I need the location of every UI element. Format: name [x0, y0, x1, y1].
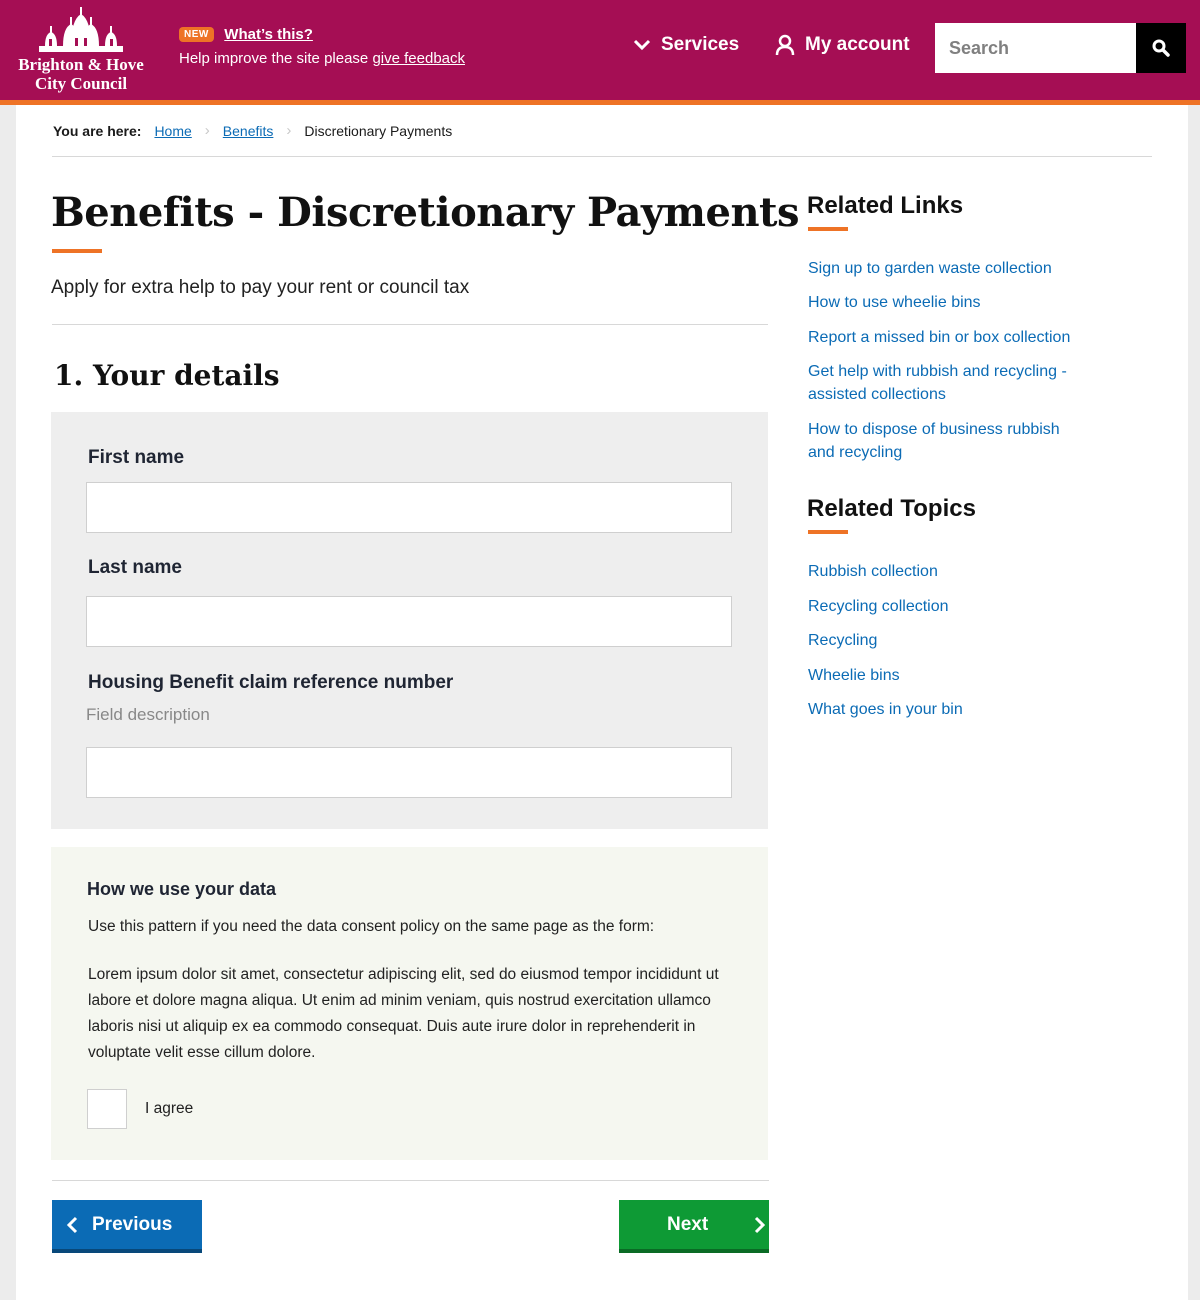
- first-name-field[interactable]: [86, 482, 732, 533]
- content-card: [16, 105, 1188, 1300]
- related-link-assisted-collections[interactable]: Get help with rubbish and recycling - assisted collections: [808, 363, 1067, 403]
- related-link-business-rubbish[interactable]: How to dispose of business rubbish and recycling: [808, 421, 1060, 461]
- give-feedback-link[interactable]: give feedback: [372, 50, 466, 67]
- data-consent-panel: [51, 847, 768, 1160]
- new-badge: NEW: [179, 27, 214, 42]
- details-form: [51, 412, 768, 829]
- related-links-heading: Related Links: [807, 192, 964, 219]
- previous-label: Previous: [92, 1213, 173, 1235]
- breadcrumb-separator-icon: ›: [286, 122, 292, 139]
- related-topic-what-goes-in-bin[interactable]: What goes in your bin: [808, 701, 963, 718]
- related-topic-recycling-collection[interactable]: Recycling collection: [808, 598, 949, 615]
- council-logo[interactable]: [16, 6, 146, 94]
- related-link-wheelie-bins[interactable]: How to use wheelie bins: [808, 294, 981, 311]
- housing-benefit-ref-description: Field description: [86, 705, 210, 724]
- section-title: 1. Your details: [54, 359, 280, 392]
- lead-divider: [52, 324, 768, 325]
- site-header: [0, 0, 1200, 105]
- services-label: Services: [661, 34, 740, 55]
- beta-banner: [179, 26, 465, 67]
- last-name-label: Last name: [88, 557, 182, 578]
- my-account-label: My account: [805, 34, 910, 55]
- housing-benefit-ref-field[interactable]: [86, 747, 732, 798]
- help-improve-text: [179, 50, 465, 67]
- chevron-right-icon: [754, 1216, 766, 1234]
- chevron-left-icon: [66, 1216, 78, 1234]
- agree-label[interactable]: I agree: [145, 1100, 194, 1117]
- help-text: Help improve the site please: [179, 50, 369, 67]
- whats-this-link[interactable]: What’s this?: [224, 26, 313, 44]
- site-search: [935, 23, 1186, 73]
- next-button[interactable]: [619, 1200, 769, 1253]
- user-icon: [775, 34, 795, 56]
- breadcrumb-divider: [52, 156, 1152, 157]
- related-topics-heading: Related Topics: [807, 495, 976, 522]
- related-link-missed-collection[interactable]: Report a missed bin or box collection: [808, 329, 1071, 346]
- logo-line-2: City Council: [34, 74, 128, 93]
- breadcrumb: [53, 122, 452, 139]
- first-name-label: First name: [88, 447, 185, 468]
- housing-benefit-ref-label: Housing Benefit claim reference number: [88, 672, 454, 693]
- consent-intro: Use this pattern if you need the data consent policy on the same page as the form:: [88, 918, 655, 935]
- agree-checkbox[interactable]: [87, 1089, 127, 1129]
- last-name-field[interactable]: [86, 596, 732, 647]
- title-accent-bar: [52, 249, 102, 253]
- breadcrumb-current: Discretionary Payments: [304, 122, 453, 139]
- search-input[interactable]: [935, 23, 1136, 73]
- search-button[interactable]: [1136, 23, 1186, 73]
- consent-heading: How we use your data: [87, 879, 277, 899]
- page-lead: Apply for extra help to pay your rent or council tax: [51, 277, 470, 298]
- my-account-link[interactable]: [775, 34, 910, 56]
- chevron-down-icon: [633, 39, 651, 51]
- breadcrumb-benefits[interactable]: Benefits: [222, 122, 274, 139]
- related-links-accent-bar: [808, 227, 848, 231]
- breadcrumb-label: You are here:: [53, 122, 142, 139]
- next-label: Next: [667, 1213, 709, 1235]
- related-topic-wheelie-bins[interactable]: Wheelie bins: [808, 667, 900, 684]
- buttons-divider: [52, 1180, 769, 1181]
- related-topics-accent-bar: [808, 530, 848, 534]
- search-icon: [1152, 39, 1170, 57]
- related-topic-rubbish-collection[interactable]: Rubbish collection: [808, 563, 938, 580]
- related-link-garden-waste[interactable]: Sign up to garden waste collection: [808, 260, 1052, 277]
- page-title: Benefits - Discretionary Payments: [51, 189, 800, 236]
- consent-body: Lorem ipsum dolor sit amet, consectetur adipiscing elit, sed do eiusmod tempor incididunt ut labore et dolore magna aliqua. Ut enim ad minim veniam, quis nostrud exercitation ullamco laboris nisi ut aliquip ex ea commodo consequat. Duis aute irure dolor in reprehenderit in voluptate velit esse cillum dolore.: [88, 966, 719, 1061]
- breadcrumb-home[interactable]: Home: [154, 122, 192, 139]
- services-menu[interactable]: [633, 34, 739, 56]
- logo-line-1: Brighton & Hove: [18, 55, 144, 74]
- breadcrumb-separator-icon: ›: [204, 122, 210, 139]
- related-topic-recycling[interactable]: Recycling: [808, 632, 878, 649]
- pavilion-logo-icon: [35, 6, 127, 54]
- previous-button[interactable]: [52, 1200, 202, 1253]
